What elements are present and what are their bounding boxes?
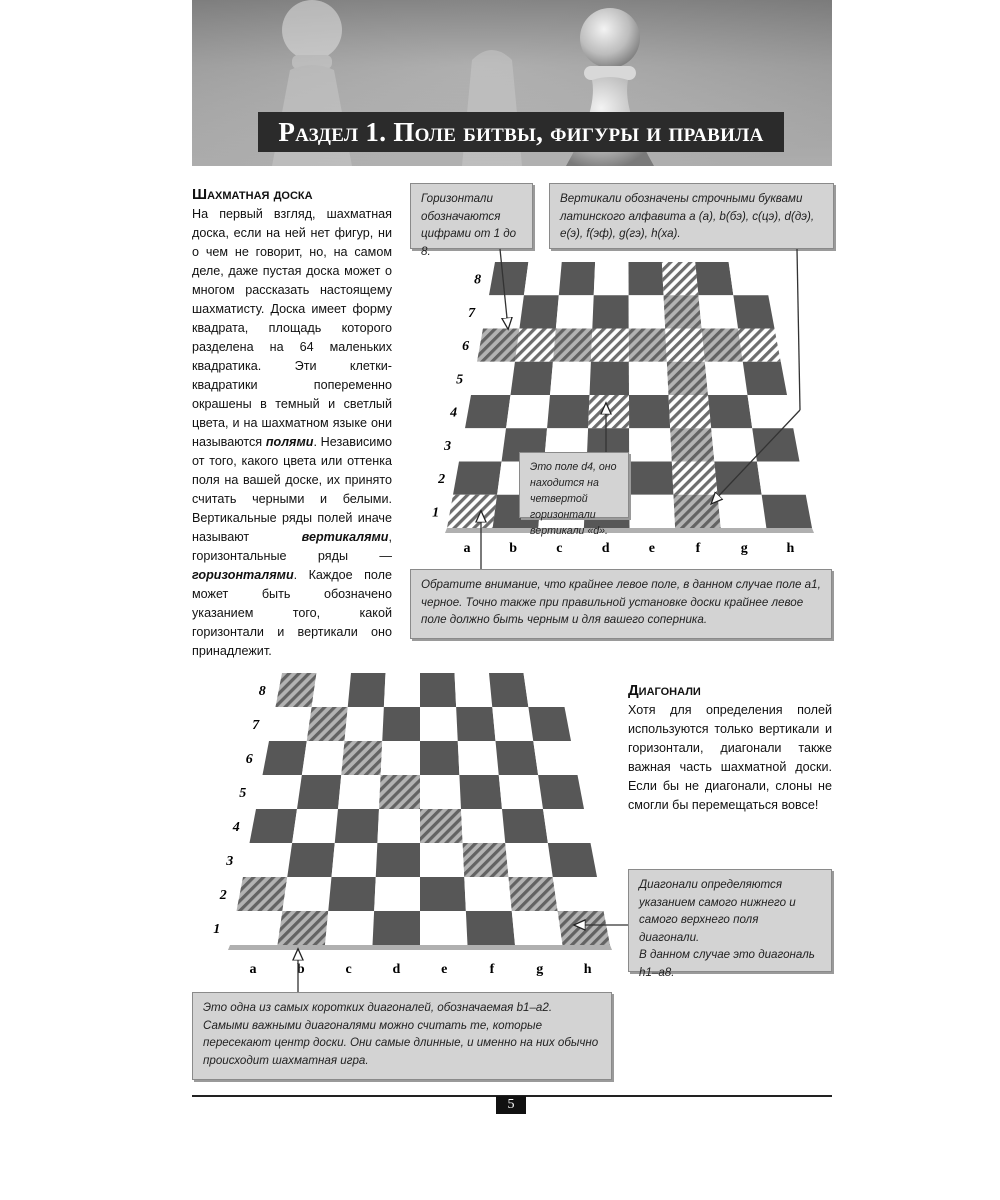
callout-files: Вертикали обозначены строчными буквами латинского алфавита a (а), b(бэ), c(цэ), d(дэ), e(э), f(эф), g(гэ), h(ха). <box>549 183 834 249</box>
square-a3 <box>243 843 292 877</box>
rank-label-2: 2 <box>438 472 446 488</box>
square-h8 <box>524 673 565 707</box>
square-a5 <box>256 775 302 809</box>
square-shade-d5 <box>379 775 420 809</box>
square-c8 <box>348 673 386 707</box>
square-b3 <box>287 843 335 877</box>
callout-d4: Это поле d4, оно находится на четвертой горизонтали вертикали «d». <box>519 452 629 518</box>
square-f2 <box>464 877 512 911</box>
rank-label-6: 6 <box>462 339 470 355</box>
square-a6 <box>263 741 307 775</box>
square-h5 <box>538 775 584 809</box>
square-c2 <box>328 877 376 911</box>
section-heading-chessboard: Шахматная доска <box>192 186 313 203</box>
square-h7 <box>528 707 571 741</box>
square-g5 <box>499 775 543 809</box>
callout-ranks: Горизонтали обозначаются цифрами от 1 до 8. <box>410 183 533 249</box>
square-d8 <box>384 673 420 707</box>
page-number: 5 <box>496 1096 526 1114</box>
file-label-f: f <box>695 541 701 556</box>
square-d6 <box>381 741 420 775</box>
square-shade-a2 <box>237 877 288 911</box>
square-b5 <box>297 775 341 809</box>
file-label-g: g <box>536 962 544 977</box>
file-label-e: e <box>441 962 448 977</box>
chessboard-paragraph: На первый взгляд, шахматная доска, если на ней нет фигур, ни о чем не говорит, но, на самом деле, даже пустая доска может о многом рассказать настоящему шахматисту. Доска имеет форму квадрата, площадь которого разделена на 64 маленьких квадратика. Эти клетки-квадратики попеременно окрашены в темный и светлый цвета, и на шахматном языке они называются полями. Независимо от того, какого цвета или оттенка поля на вашей доске, их принято считать черными и белыми. Вертикальные ряды полей иначе называют вертикалями, горизонтальные ряды — горизонталями. Каждое поле может быть обозначено указанием того, какой горизонтали и вертикали оно принадлежит. <box>192 207 392 658</box>
file-label-b: b <box>296 962 305 977</box>
rank-label-5: 5 <box>456 372 464 388</box>
square-b8 <box>312 673 351 707</box>
square-e1 <box>420 911 468 945</box>
rank-label-6: 6 <box>245 752 253 767</box>
square-b6 <box>302 741 345 775</box>
square-e8 <box>420 673 456 707</box>
square-c7 <box>345 707 384 741</box>
square-f5 <box>459 775 502 809</box>
file-label-a: a <box>249 962 257 977</box>
square-d7 <box>382 707 420 741</box>
square-h3 <box>548 843 597 877</box>
square-f4 <box>461 809 505 843</box>
square-c1 <box>325 911 374 945</box>
callout-short-diagonal: Это одна из самых коротких диагоналей, обозначаемая b1–a2. Самыми важными диагоналями можно считать те, которые пересекают центр доски. Они самые длинные, и именно на них обычно происходит шахматная игра. <box>192 992 612 1080</box>
rank-label-8: 8 <box>258 684 266 699</box>
square-shade-f3 <box>463 843 509 877</box>
callout-diagonal-definition: Диагонали определяются указанием самого нижнего и самого верхнего поля диагонали. В данном случае это диагональ h1–a8. <box>628 869 832 972</box>
callout-a1: Обратите внимание, что крайнее левое поле, в данном случае поле а1, черное. Точно также при правильной установке доски крайнее левое поле должно быть черным и для вашего соперника. <box>410 569 832 639</box>
square-d3 <box>376 843 420 877</box>
square-e2 <box>420 877 466 911</box>
square-f7 <box>456 707 495 741</box>
square-shade-e4 <box>420 809 463 843</box>
rank-label-1: 1 <box>213 922 221 937</box>
square-d2 <box>374 877 420 911</box>
square-e6 <box>420 741 459 775</box>
rank-label-1: 1 <box>432 505 440 521</box>
file-label-d: d <box>392 962 401 977</box>
square-shade-g2 <box>509 877 558 911</box>
square-f6 <box>458 741 499 775</box>
square-a1 <box>230 911 282 945</box>
square-g7 <box>492 707 533 741</box>
square-shade-c6 <box>341 741 382 775</box>
square-f1 <box>466 911 515 945</box>
square-a7 <box>269 707 312 741</box>
square-g8 <box>489 673 528 707</box>
square-g4 <box>502 809 548 843</box>
rank-label-4: 4 <box>232 820 240 835</box>
square-d1 <box>373 911 421 945</box>
square-c4 <box>335 809 379 843</box>
rank-label-5: 5 <box>239 786 247 801</box>
b2board-edge <box>228 945 612 950</box>
square-c5 <box>338 775 381 809</box>
square-g6 <box>496 741 539 775</box>
square-g1 <box>512 911 563 945</box>
square-e5 <box>420 775 461 809</box>
square-e3 <box>420 843 464 877</box>
file-label-h: h <box>583 962 592 977</box>
square-shade-h1 <box>558 911 610 945</box>
rank-label-4: 4 <box>450 405 458 421</box>
file-label-h: h <box>786 541 795 556</box>
file-label-a: a <box>463 541 471 556</box>
section-heading-diagonals: Диагонали <box>628 682 701 699</box>
file-label-e: e <box>648 541 655 556</box>
square-a4 <box>250 809 298 843</box>
rank-label-7: 7 <box>468 305 476 321</box>
square-shade-b7 <box>307 707 348 741</box>
rank-label-3: 3 <box>444 438 452 454</box>
square-h6 <box>533 741 577 775</box>
square-h2 <box>553 877 604 911</box>
square-shade-b1 <box>278 911 329 945</box>
square-f8 <box>455 673 493 707</box>
file-label-g: g <box>740 541 748 556</box>
square-b4 <box>292 809 338 843</box>
square-d4 <box>377 809 420 843</box>
square-e7 <box>420 707 458 741</box>
rank-label-3: 3 <box>226 854 234 869</box>
square-shade-a8 <box>276 673 317 707</box>
square-h4 <box>543 809 591 843</box>
square-b2 <box>282 877 331 911</box>
rank-label-2: 2 <box>219 888 227 903</box>
chapter-title: Раздел 1. Поле битвы, фигуры и правила <box>278 116 764 147</box>
file-label-b: b <box>509 541 518 556</box>
square-c3 <box>332 843 378 877</box>
rank-label-8: 8 <box>474 272 482 288</box>
file-label-c: c <box>345 962 352 977</box>
rank-label-7: 7 <box>252 718 260 733</box>
square-g3 <box>505 843 553 877</box>
diagonals-paragraph: Хотя для определения полей используются только вертикали и горизонтали, диагонали также важная часть шахматной доски. Если бы не диагонали, слоны не смогли бы перемещаться вовсе! <box>628 703 832 812</box>
file-label-d: d <box>601 541 610 556</box>
file-label-f: f <box>489 962 495 977</box>
file-label-c: c <box>556 541 563 556</box>
